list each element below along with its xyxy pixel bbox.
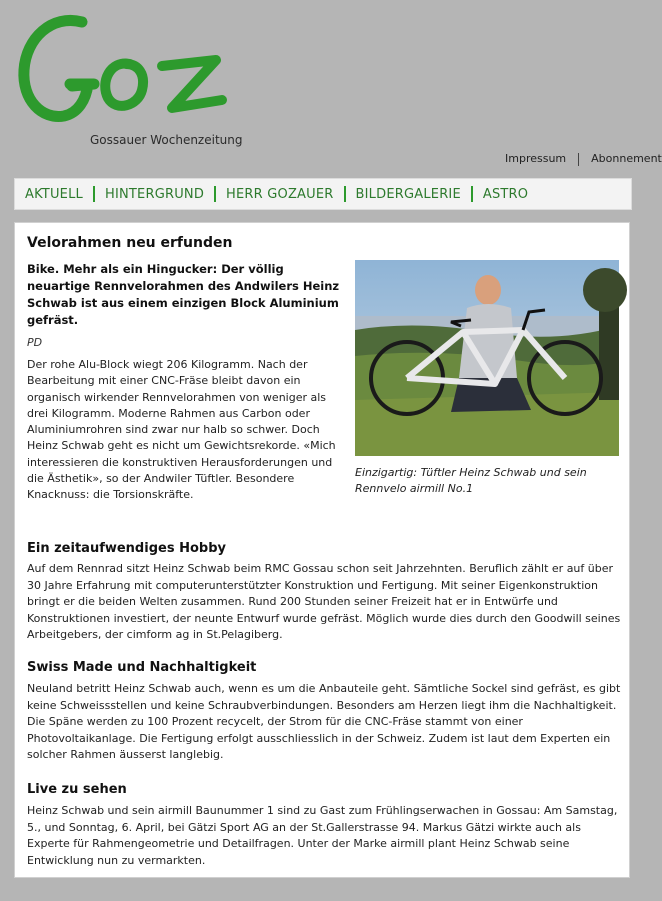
section-title-swiss-made: Swiss Made und Nachhaltigkeit: [27, 660, 257, 675]
photo-caption: Einzigartig: Tüftler Heinz Schwab und sein Rennvelo airmill No.1: [355, 466, 587, 495]
nav-item-bildergalerie[interactable]: BILDERGALERIE: [355, 186, 461, 202]
impressum-link[interactable]: Impressum: [505, 152, 567, 165]
nav-item-hintergrund[interactable]: HINTERGRUND: [104, 186, 205, 202]
article-lead: Bike. Mehr als ein Hingucker: Der völlig neuartige Rennvelorahmen des Andwilers Heinz Schwab ist aus einem einzigen Block Aluminium gefräst.: [27, 262, 340, 327]
section-text-swiss-made: Neuland betritt Heinz Schwab auch, wenn es um die Anbauteile geht. Sämtliche Sockel sind gefräst, es gibt keine Schweissstellen und keine Schraubverbindungen. Besonders am Herzen liegt ihm die Nachhaltigkeit. Die Späne werden zu 100 Prozent recycelt, der Strom für die CNC-Fräse stammt von einer Photovoltaikanlage. Die Fertigung erfolgt ausschliesslich in der Schweiz. Zudem ist laut dem Experten ein solcher Rahmen äusserst langlebig.: [27, 682, 621, 761]
article-title: Velorahmen neu erfunden: [27, 235, 233, 251]
abonnement-link[interactable]: Abonnement: [591, 152, 662, 165]
section-text-hobby: Auf dem Rennrad sitzt Heinz Schwab beim RMC Gossau schon seit Jahrzehnten. Beruflich zählt er auf über 30 Jahre Erfahrung mit computerunterstützter Konstruktion und Fertigung. Mit seiner Eigenkonstruktion bringt er die beiden Welten zusammen. Rund 200 Stunden seiner Freizeit hat er in Entwürfe und Konstruktionen investiert, der neunte Entwurf wurde gefräst. Möglich wurde dies durch den Goodwill seines Arbeitgebers, der cimform ag in St.Pelagiberg.: [27, 562, 621, 641]
nav-item-aktuell[interactable]: AKTUELL: [25, 186, 83, 202]
article-author: PD: [27, 336, 43, 349]
article-container: [14, 222, 630, 878]
section-title-live: Live zu sehen: [27, 782, 127, 797]
article-intro: Der rohe Alu-Block wiegt 206 Kilogramm. Nach der Bearbeitung mit einer CNC-Fräse bleibt davon ein organisch wirkender Rennvelorahmen von weniger als drei Kilogramm. Moderne Rahmen aus Carbon oder Aluminiumrohren sind zwar nur halb so schwer. Doch Heinz Schwab geht es nicht um Gewichtsrekorde. «Mich interessieren die konstruktiven Herausforderungen und die Ästhetik», so der Andwiler Tüftler. Besondere Knacknuss: die Torsionskräfte.: [27, 358, 336, 502]
main-nav: [14, 178, 632, 210]
utility-nav: [505, 152, 662, 166]
bike-photo[interactable]: [355, 260, 619, 456]
utility-nav-divider: [578, 153, 579, 166]
section-title-hobby: Ein zeitaufwendiges Hobby: [27, 541, 226, 556]
site-header: [0, 0, 662, 170]
nav-item-astro[interactable]: ASTRO: [482, 186, 529, 202]
goz-logo[interactable]: [12, 8, 232, 128]
section-text-live: Heinz Schwab und sein airmill Baunummer 1 sind zu Gast zum Frühlingserwachen in Gossau: Am Samstag, 5., und Sonntag, 6. April, bei Gätzi Sport AG an der St.Gallerstrasse 94. Markus Gätzi wirkte auch als Experte für Rahmengeometrie und Detailfragen. Unter der Marke airmill plant Heinz Schwab seine Entwicklung nun zu vermarkten.: [27, 804, 618, 867]
article-figure: [355, 260, 619, 497]
site-tagline: Gossauer Wochenzeitung: [90, 133, 243, 147]
nav-item-herr-gozauer[interactable]: HERR GOZAUER: [226, 186, 334, 202]
